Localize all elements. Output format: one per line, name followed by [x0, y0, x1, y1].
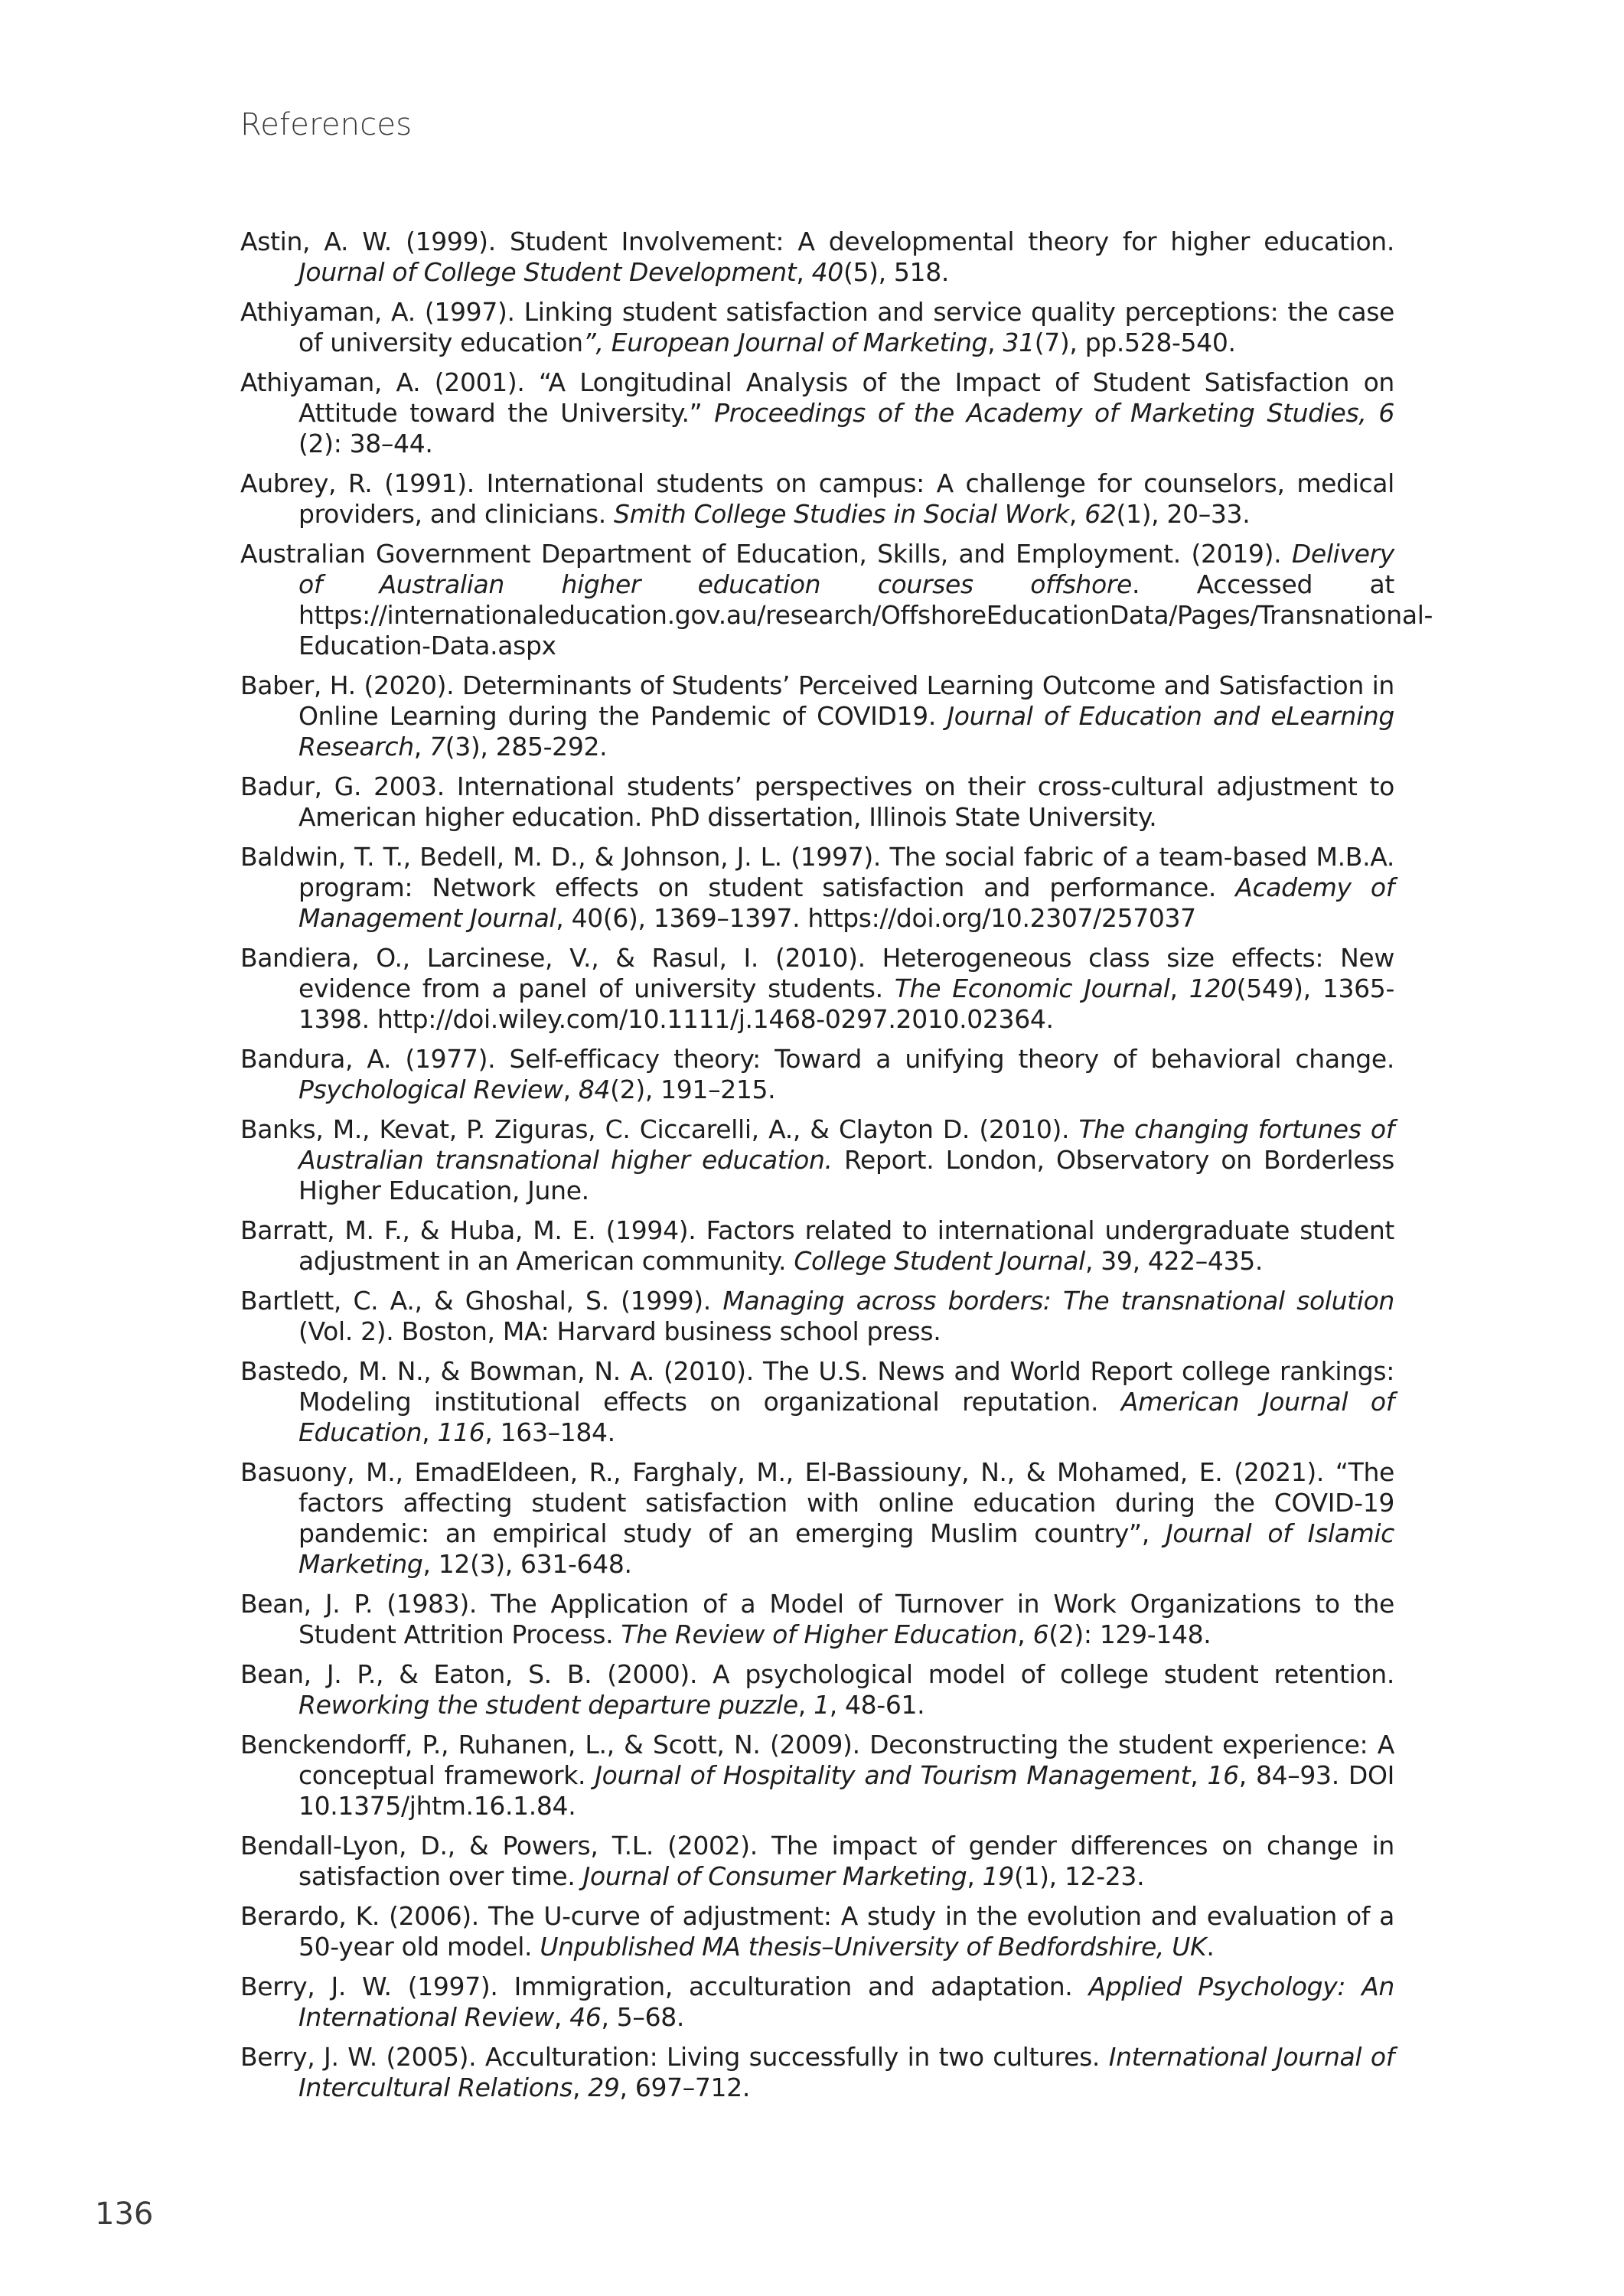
reference-text: Bandiera, O., Larcinese, V., & Rasul, I. (2010). Heterogeneous class size effects: New evidence from a panel of university students.: [240, 943, 1394, 1003]
reference-text: (Vol. 2). Boston, MA: Harvard business school press.: [298, 1316, 941, 1346]
reference-text: (2): 129-148.: [1048, 1619, 1211, 1649]
reference-italic-text: 1: [814, 1690, 830, 1720]
reference-italic-text: The Review of Higher Education: [621, 1619, 1018, 1649]
reference-text: (7), pp.528-540.: [1034, 328, 1236, 357]
reference-text: Berardo, K. (2006). The U-curve of adjustment: A study in the evolution and evaluation of a 50-year old model.: [240, 1901, 1394, 1962]
reference-italic-text: Journal of Islamic Marketing: [298, 1518, 1394, 1579]
reference-italic-text: 84: [578, 1075, 611, 1104]
reference-text: , 39, 422–435.: [1085, 1246, 1264, 1276]
reference-italic-text: American Journal of Education: [298, 1387, 1395, 1447]
reference-italic-text: The Economic Journal: [894, 974, 1170, 1003]
reference-text: Bean, J. P. (1983). The Application of a Model of Turnover in Work Organizations to the Student Attrition Process.: [240, 1589, 1394, 1649]
reference-entry: [240, 468, 1394, 530]
reference-italic-text: 40: [811, 257, 843, 287]
reference-text: . Accessed at https://internationaleducation.gov.au/research/OffshoreEducationData/Pages/Transnational-Education-Data.aspx: [298, 569, 1433, 660]
reference-entry: [240, 1831, 1394, 1892]
reference-text: (2): 38–44.: [298, 429, 433, 458]
reference-text: , 5–68.: [601, 2002, 685, 2032]
reference-text: Benckendorff, P., Ruhanen, L., & Scott, N. (2009). Deconstructing the student experience: A conceptual framework.: [240, 1730, 1394, 1790]
reference-italic-text: 16: [1207, 1760, 1239, 1790]
reference-text: Aubrey, R. (1991). International students on campus: A challenge for counselors, medical providers, and clinicians.: [240, 468, 1394, 529]
reference-text: (549), 1365-1398. http://doi.wiley.com/10.1111/j.1468-0297.2010.02364.: [298, 974, 1395, 1034]
reference-text: ,: [413, 732, 430, 762]
reference-text: (1), 20–33.: [1116, 499, 1251, 529]
reference-text: ,: [796, 257, 812, 287]
reference-entry: [240, 771, 1394, 833]
reference-entry: [240, 670, 1394, 762]
reference-entry: [240, 842, 1394, 934]
reference-text: , 40(6), 1369–1397. https://doi.org/10.2307/257037: [556, 903, 1196, 933]
reference-entry: [240, 297, 1394, 358]
reference-text: Baber, H. (2020). Determinants of Students’ Perceived Learning Outcome and Satisfaction in Online Learning during the Pandemic of COVID19.: [240, 670, 1394, 731]
reference-text: Bastedo, M. N., & Bowman, N. A. (2010). The U.S. News and World Report college rankings: Modeling institutional effects on organizational reputation.: [240, 1356, 1394, 1417]
reference-text: (1), 12-23.: [1013, 1861, 1145, 1891]
reference-entry: [240, 1589, 1394, 1650]
reference-italic-text: 46: [569, 2002, 602, 2032]
reference-entry: [240, 2042, 1394, 2103]
reference-italic-text: Academy of Management Journal: [298, 872, 1394, 933]
reference-text: ,: [1068, 499, 1085, 529]
reference-italic-text: 62: [1084, 499, 1117, 529]
reference-text: Bartlett, C. A., & Ghoshal, S. (1999).: [240, 1286, 723, 1316]
reference-text: Bean, J. P., & Eaton, S. B. (2000). A psychological model of college student retention.: [240, 1659, 1394, 1689]
reference-italic-text: Unpublished MA thesis–University of Bedfordshire, UK: [540, 1932, 1207, 1962]
reference-text: Athiyaman, A. (2001). “A Longitudinal Analysis of the Impact of Student Satisfaction on Attitude toward the University.”: [240, 367, 1394, 428]
reference-entry: [240, 227, 1394, 288]
reference-text: ,: [797, 1690, 814, 1720]
reference-text: Badur, G. 2003. International students’ perspectives on their cross-cultural adjustment to American higher education. PhD dissertation, Illinois State University.: [240, 771, 1394, 832]
reference-entry: [240, 1971, 1394, 2033]
reference-entry: [240, 1044, 1394, 1105]
reference-text: Astin, A. W. (1999). Student Involvement: A developmental theory for higher education.: [240, 227, 1394, 256]
reference-text: Report. London, Observatory on Borderless Higher Education, June.: [298, 1145, 1394, 1205]
reference-text: Bendall-Lyon, D., & Powers, T.L. (2002). The impact of gender differences on change in satisfaction over time.: [240, 1831, 1394, 1891]
reference-italic-text: Proceedings of the Academy of Marketing Studies, 6: [714, 398, 1394, 428]
reference-italic-text: 19: [982, 1861, 1014, 1891]
reference-text: Australian Government Department of Education, Skills, and Employment. (2019).: [240, 539, 1292, 569]
reference-text: ,: [572, 2073, 589, 2102]
reference-text: Basuony, M., EmadEldeen, R., Farghaly, M., El-Bassiouny, N., & Mohamed, E. (2021). “The factors affecting student satisfaction with online education during the COVID-19 pandemic: an empirical study of an emerging Muslim country”,: [240, 1457, 1394, 1548]
reference-text: ,: [1190, 1760, 1208, 1790]
page-number: 136: [95, 2197, 154, 2232]
reference-list: [240, 227, 1433, 2112]
reference-text: , 12(3), 631-648.: [422, 1549, 632, 1579]
reference-text: , 48-61.: [829, 1690, 925, 1720]
reference-text: ,: [1017, 1619, 1033, 1649]
reference-italic-text: Reworking the student departure puzzle: [298, 1690, 798, 1720]
reference-italic-text: Delivery of Australian higher education courses offshore: [298, 539, 1394, 599]
reference-entry: [240, 1901, 1394, 1962]
reference-text: Barratt, M. F., & Huba, M. E. (1994). Factors related to international undergraduate student adjustment in an American community.: [240, 1215, 1394, 1276]
reference-entry: [240, 539, 1433, 661]
reference-italic-text: The changing fortunes of Australian transnational higher education.: [298, 1114, 1394, 1175]
reference-entry: [240, 1114, 1394, 1206]
reference-text: Bandura, A. (1977). Self-efficacy theory: Toward a unifying theory of behavioral change.: [240, 1044, 1394, 1074]
reference-text: ,: [987, 328, 1003, 357]
running-header: References: [240, 107, 413, 142]
reference-text: ,: [553, 2002, 570, 2032]
reference-italic-text: International Journal of Intercultural Relations: [298, 2042, 1395, 2102]
reference-text: ,: [967, 1861, 983, 1891]
reference-text: Berry, J. W. (2005). Acculturation: Living successfully in two cultures.: [240, 2042, 1109, 2072]
reference-italic-text: Journal of Education and eLearning Research: [298, 701, 1394, 762]
reference-italic-text: 7: [429, 732, 445, 762]
reference-text: , 697–712.: [619, 2073, 750, 2102]
reference-text: ,: [422, 1417, 438, 1447]
reference-italic-text: Journal of Hospitality and Tourism Management: [595, 1760, 1191, 1790]
reference-entry: [240, 1659, 1394, 1720]
reference-entry: [240, 1286, 1394, 1347]
reference-text: , 163–184.: [484, 1417, 615, 1447]
reference-entry: [240, 1457, 1394, 1580]
reference-entry: [240, 1356, 1394, 1448]
reference-italic-text: 31: [1003, 328, 1035, 357]
reference-text: Baldwin, T. T., Bedell, M. D., & Johnson, J. L. (1997). The social fabric of a team-based M.B.A. program: Network effects on student satisfaction and performance.: [240, 842, 1394, 902]
reference-entry: [240, 943, 1394, 1035]
reference-text: .: [1206, 1932, 1215, 1962]
reference-entry: [240, 1730, 1394, 1821]
reference-italic-text: Journal of College Student Development: [298, 257, 797, 287]
reference-text: (2), 191–215.: [610, 1075, 776, 1104]
reference-italic-text: College Student Journal: [794, 1246, 1085, 1276]
reference-text: Banks, M., Kevat, P. Ziguras, C. Ciccarelli, A., & Clayton D. (2010).: [240, 1114, 1079, 1144]
reference-text: (3), 285-292.: [445, 732, 608, 762]
reference-text: Athiyaman, A. (1997). Linking student satisfaction and service quality perceptions: the case of university education: [240, 297, 1394, 357]
reference-text: , 84–93. DOI 10.1375/jhtm.16.1.84.: [298, 1760, 1394, 1821]
reference-italic-text: ”, European Journal of Marketing: [582, 328, 988, 357]
reference-entry: [240, 1215, 1394, 1277]
reference-text: ,: [1169, 974, 1189, 1003]
reference-italic-text: Journal of Consumer Marketing: [582, 1861, 967, 1891]
reference-italic-text: Smith College Studies in Social Work: [613, 499, 1069, 529]
reference-italic-text: Applied Psychology: An International Review: [298, 1971, 1394, 2032]
reference-text: (5), 518.: [843, 257, 949, 287]
reference-text: ,: [563, 1075, 579, 1104]
reference-italic-text: 116: [437, 1417, 485, 1447]
reference-italic-text: 29: [588, 2073, 620, 2102]
reference-text: Berry, J. W. (1997). Immigration, acculturation and adaptation.: [240, 1971, 1089, 2001]
reference-italic-text: 6: [1032, 1619, 1049, 1649]
reference-italic-text: Psychological Review: [298, 1075, 563, 1104]
reference-entry: [240, 367, 1394, 459]
reference-italic-text: 120: [1189, 974, 1237, 1003]
reference-italic-text: Managing across borders: The transnational solution: [722, 1286, 1394, 1316]
